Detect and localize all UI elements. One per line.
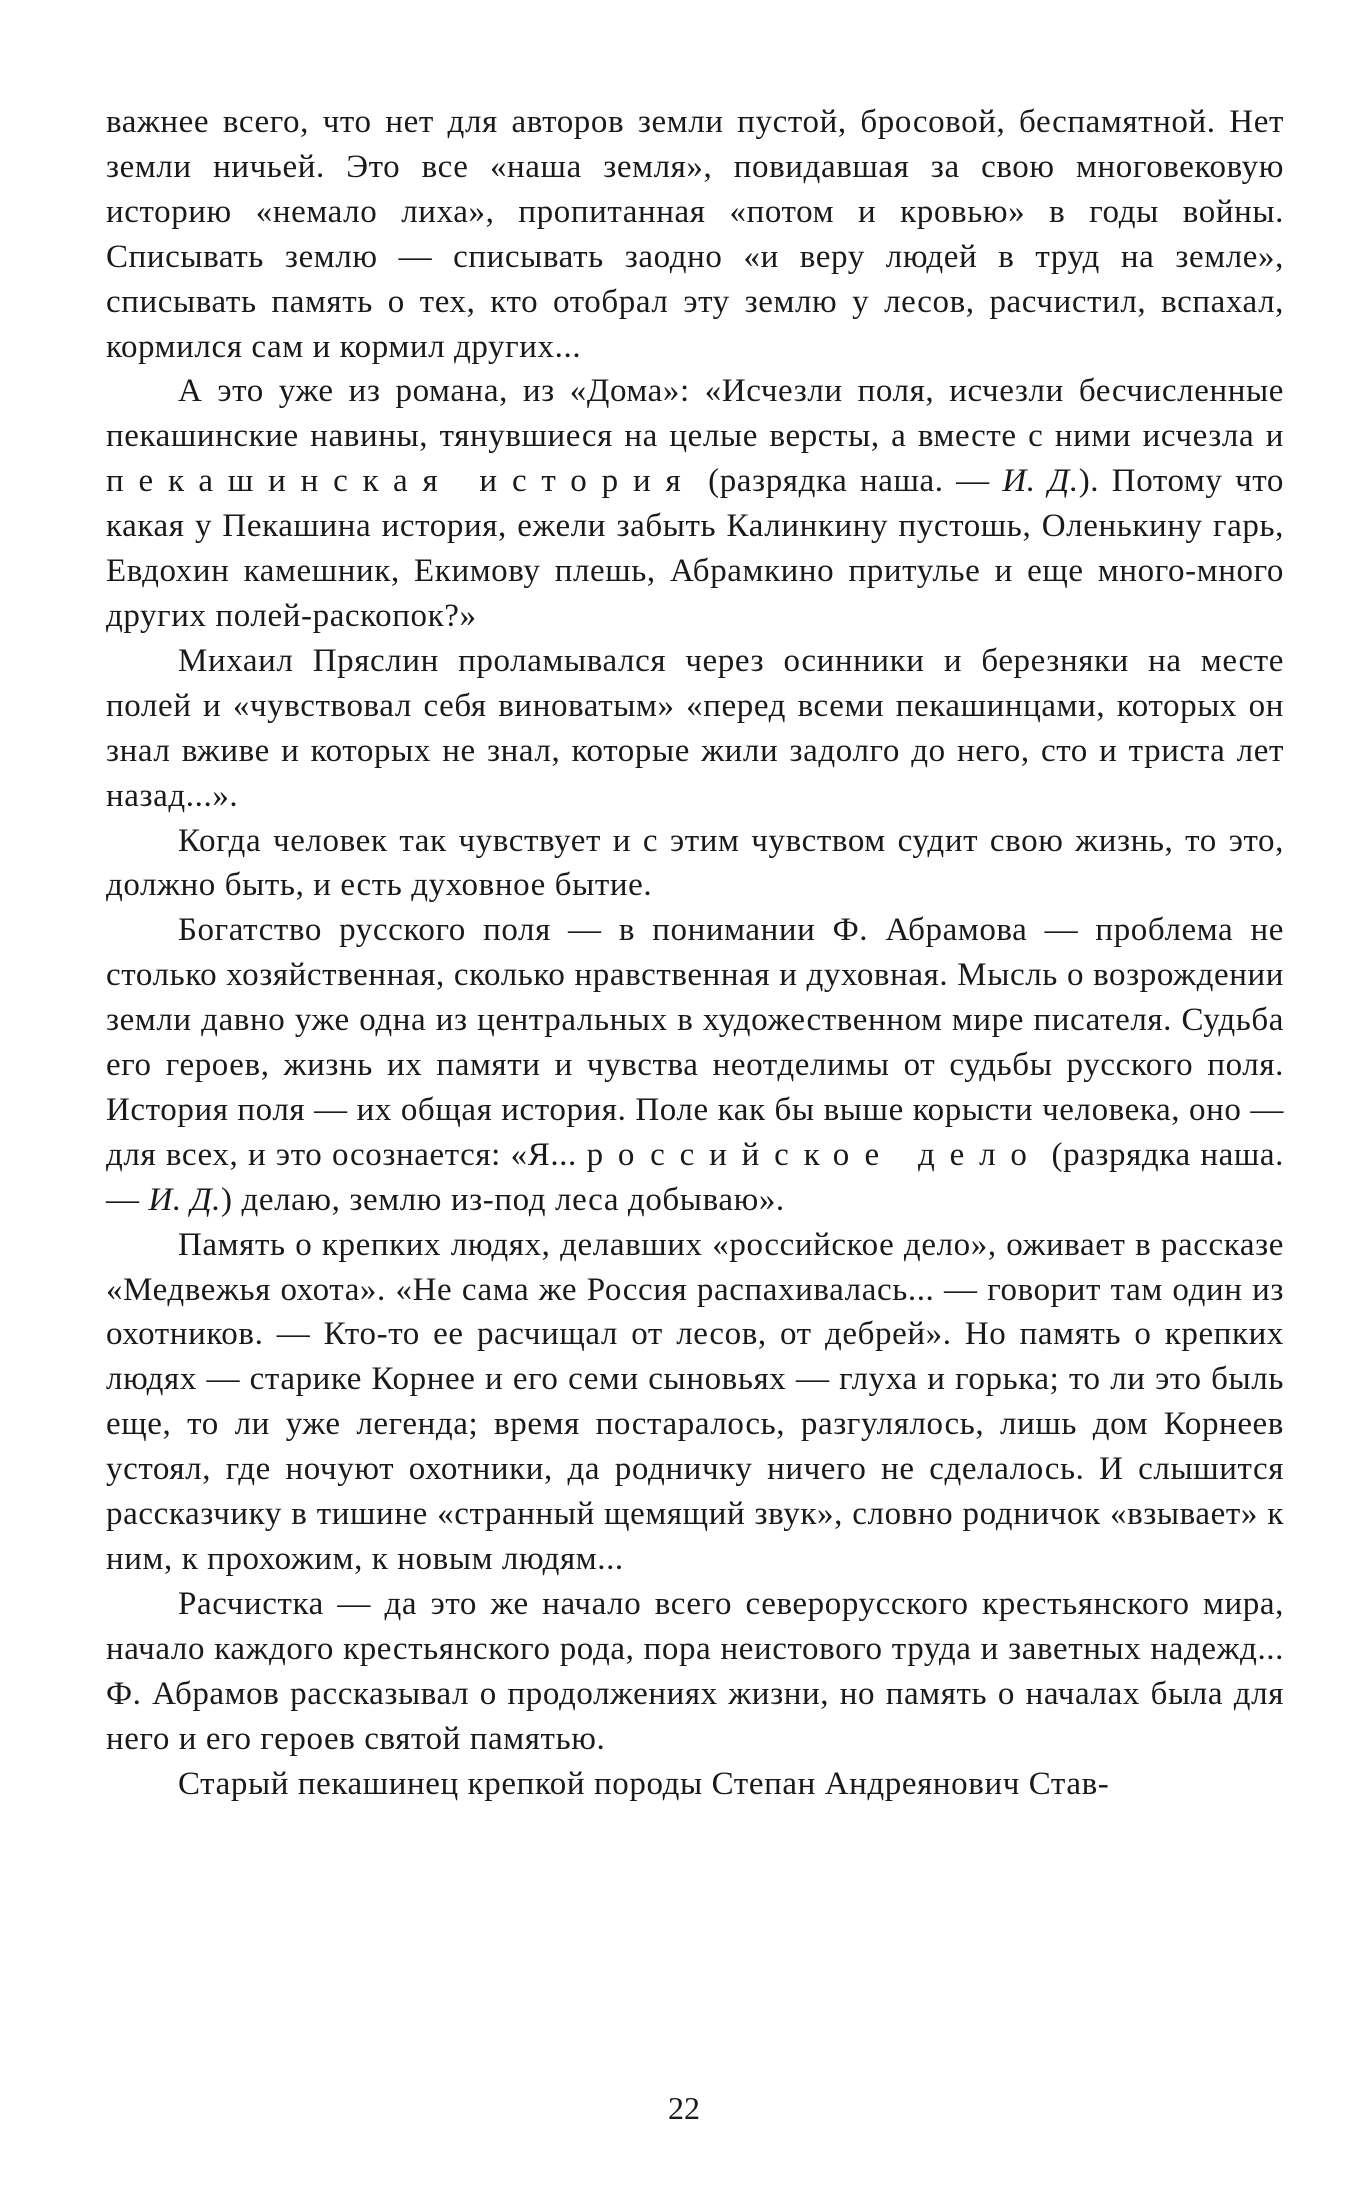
paragraph-p4 [106,819,1284,909]
text-run: Расчистка — да это же начало всего северорусского крестьянского мира, начало каждого крестьянского рода, пора неистового труда и заветных надежд... Ф. Абрамов рассказывал о продолжениях жизни, но память о началах была для него и его героев святой памятью. [106,1585,1284,1757]
paragraph-p6 [106,1223,1284,1582]
text-run: (разрядка наша. — [695,463,1003,500]
text-run: Михаил Пряслин проламывался через осинники и березняки на месте полей и «чувствовал себя виноватым» «перед всеми пекашинцами, которых он знал вживе и которых не знал, которые жили задолго до него, сто и триста лет назад...». [106,642,1284,814]
paragraph-p1 [106,100,1284,369]
text-run: важнее всего, что нет для авторов земли пустой, бросовой, беспамятной. Нет земли ничьей. Это все «наша земля», повидавшая за свою многовековую историю «немало лиха», пропитанная «потом и кровью» в годы войны. Списывать землю — списывать заодно «и веру людей в труд на земле», списывать память о тех, кто отобрал эту землю у лесов, расчистил, вспахал, кормился сам и кормил других... [106,104,1284,365]
body-text [106,100,1284,1806]
text-run: ) делаю, землю из-под леса добываю». [221,1181,785,1218]
paragraph-p5 [106,908,1284,1222]
paragraph-p8 [106,1762,1284,1807]
spaced-emphasis: пекашинская история [106,463,696,500]
page-number: 22 [668,2090,700,2126]
text-run: А это уже из романа, из «Дома»: «Исчезли поля, исчезли бесчисленные пекашинские навины, тянувшиеся на целые версты, а вместе с ними исчезла и [106,373,1284,455]
spaced-emphasis: российское дело [586,1136,1042,1173]
text-run: Когда человек так чувствует и с этим чувством судит свою жизнь, то это, должно быть, и есть духовное бытие. [106,822,1284,904]
paragraph-p3 [106,639,1284,819]
italic-initials: И. Д. [1002,463,1079,500]
paragraph-p2 [106,369,1284,638]
text-run: Старый пекашинец крепкой породы Степан Андреянович Став- [178,1765,1110,1802]
text-run: ). Потому что какая у Пекашина история, ежели забыть Калинкину пустошь, Оленькину гарь, Евдохин камешник, Екимову плешь, Абрамкино притулье и еще много-много других полей-раскопок?» [106,463,1284,634]
paragraph-p7 [106,1582,1284,1762]
text-run: Богатство русского поля — в понимании Ф. Абрамова — проблема не столько хозяйственная, сколько нравственная и духовная. Мысль о возрождении земли давно уже одна из центральных в художественном мире писателя. Судьба его героев, жизнь их памяти и чувства неотделимы от судьбы русского поля. История поля — их общая история. Поле как бы выше корысти человека, оно — для всех, и это осознается: «Я... [106,912,1284,1173]
italic-initials: И. Д. [148,1181,222,1218]
text-run: Память о крепких людях, делавших «российское дело», оживает в рассказе «Медвежья охота». «Не сама же Россия распахивалась... — говорит там один из охотников. — Кто-то ее расчищал от лесов, от дебрей». Но память о крепких людях — старике Корнее и его семи сыновьях — глуха и горька; то ли это быль еще, то ли уже легенда; время постаралось, разгулялось, лишь дом Корнеев устоял, где ночуют охотники, да родничку ничего не сделалось. И слышится рассказчику в тишине «странный щемящий звук», словно родничок «взывает» к ним, к прохожим, к новым людям... [106,1226,1284,1577]
text-run: (разрядка наша. — [106,1136,1284,1218]
